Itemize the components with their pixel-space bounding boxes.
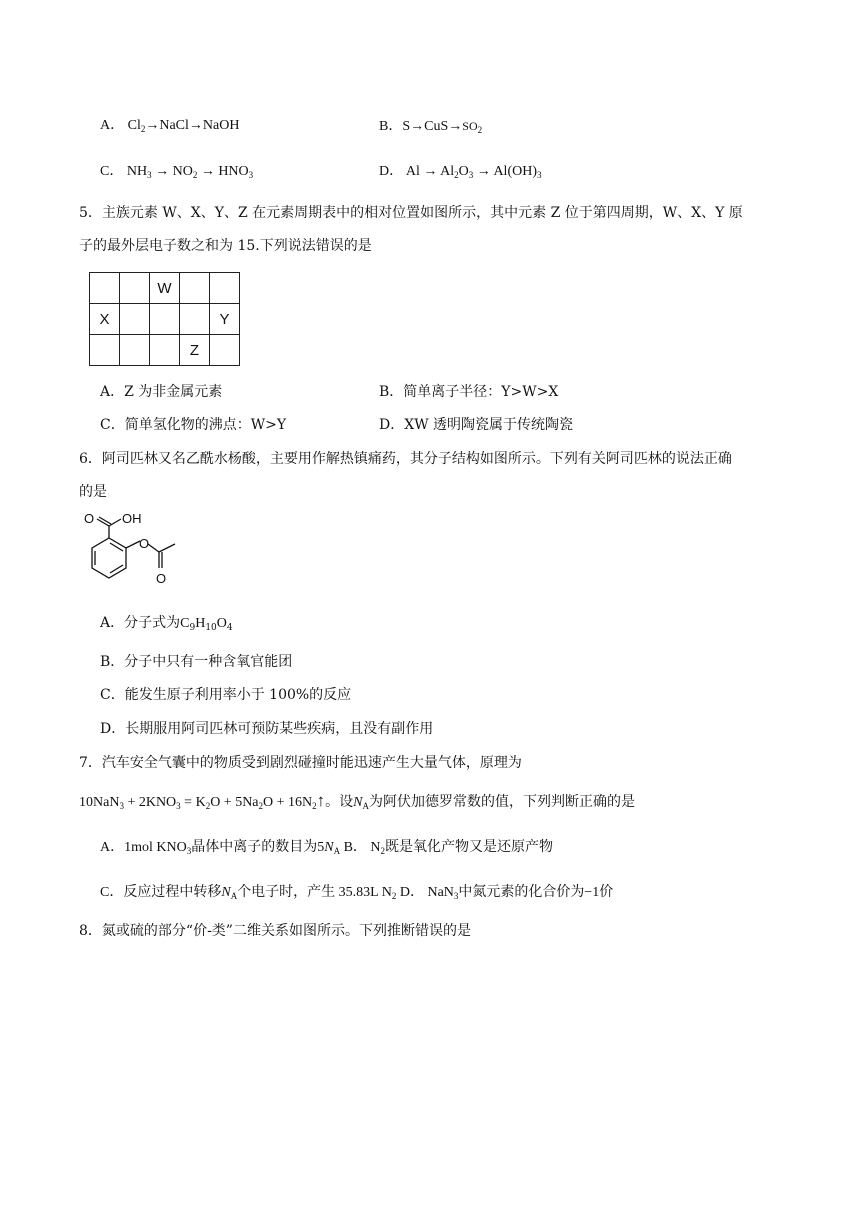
grid-cell [210,335,240,366]
q4-option-b: B．$S\to CuS\to SO_2$ [379,119,483,135]
ester-oxygen-label: O [139,536,150,551]
grid-cell [120,304,150,335]
grid-cell [120,273,150,304]
hydroxyl-label: OH [122,511,142,526]
q5-stem-line1: 5．主族元素 W、X、Y、Z 在元素周期表中的相对位置如图所示，其中元素 Z 位于第四周期，W、X、Y 原 [79,205,743,221]
grid-cell-x: X [90,304,120,335]
q4-option-d: D． $Al \to Al_2O_3 \to Al(OH)_3$ [379,164,542,180]
grid-cell [180,304,210,335]
grid-cell [150,335,180,366]
grid-cell [90,273,120,304]
q6-stem-line2: 的是 [79,484,107,500]
grid-cell-z: Z [180,335,210,366]
q7-equation-line: $10NaN_3 + 2KNO_3 = K_2O + 5Na_2O$ + $16N_2↑$。设$N_A$为阿伏加德罗常数的值，下列判断正确的是 [79,791,635,811]
periodic-table-fragment [89,272,240,366]
grid-cell-y: Y [210,304,240,335]
q5-option-d: D．XW 透明陶瓷属于传统陶瓷 [379,417,574,433]
aspirin-structure-diagram [80,508,200,594]
grid-cell-w: W [150,273,180,304]
q7-option-a-b: A．1mol $KNO_3$晶体中离子的数目为$5N_A$ B． $N_2$既是氧化产物又是还原产物 [100,840,554,856]
q8-stem-line1: 8．氮或硫的部分“价-类”二维关系如图所示。下列推断错误的是 [79,923,471,939]
grid-cell [180,273,210,304]
q5-option-b: B．简单离子半径：Y>W>X [379,384,559,400]
q5-option-c: C．简单氢化物的沸点：W>Y [100,417,287,433]
q4-option-c: C． $NH_3 \to NO_2 \to HNO_3$ [100,164,254,180]
q5-stem-line2: 子的最外层电子数之和为 15.下列说法错误的是 [79,238,372,254]
grid-cell [150,304,180,335]
q7-option-c-d: C．反应过程中转移$N_A$个电子时，产生 35.83L $N_2$ D． NaN$_3$中氮元素的化合价为−1价 [100,885,614,901]
q7-stem-line1: 7．汽车安全气囊中的物质受到剧烈碰撞时能迅速产生大量气体，原理为 [79,755,522,771]
q5-option-a: A．Z 为非金属元素 [100,384,223,400]
carbonyl-oxygen-label: O [84,511,95,526]
grid-cell [90,335,120,366]
acetyl-oxygen-label: O [156,571,167,586]
q6-stem-line1: 6．阿司匹林又名乙酰水杨酸，主要用作解热镇痛药，其分子结构如图所示。下列有关阿司匹林的说法正确 [79,451,732,467]
grid-cell [120,335,150,366]
q6-option-d: D．长期服用阿司匹林可预防某些疾病，且没有副作用 [100,721,434,737]
q6-option-a: A．分子式为$C_9H_{10}O_4$ [100,615,233,633]
q6-option-c: C．能发生原子利用率小于 100%的反应 [100,687,352,703]
grid-cell [210,273,240,304]
q4-option-a: A． $Cl_2\to NaCl\to NaOH$ [100,118,240,134]
q6-option-b: B．分子中只有一种含氧官能团 [100,654,293,670]
